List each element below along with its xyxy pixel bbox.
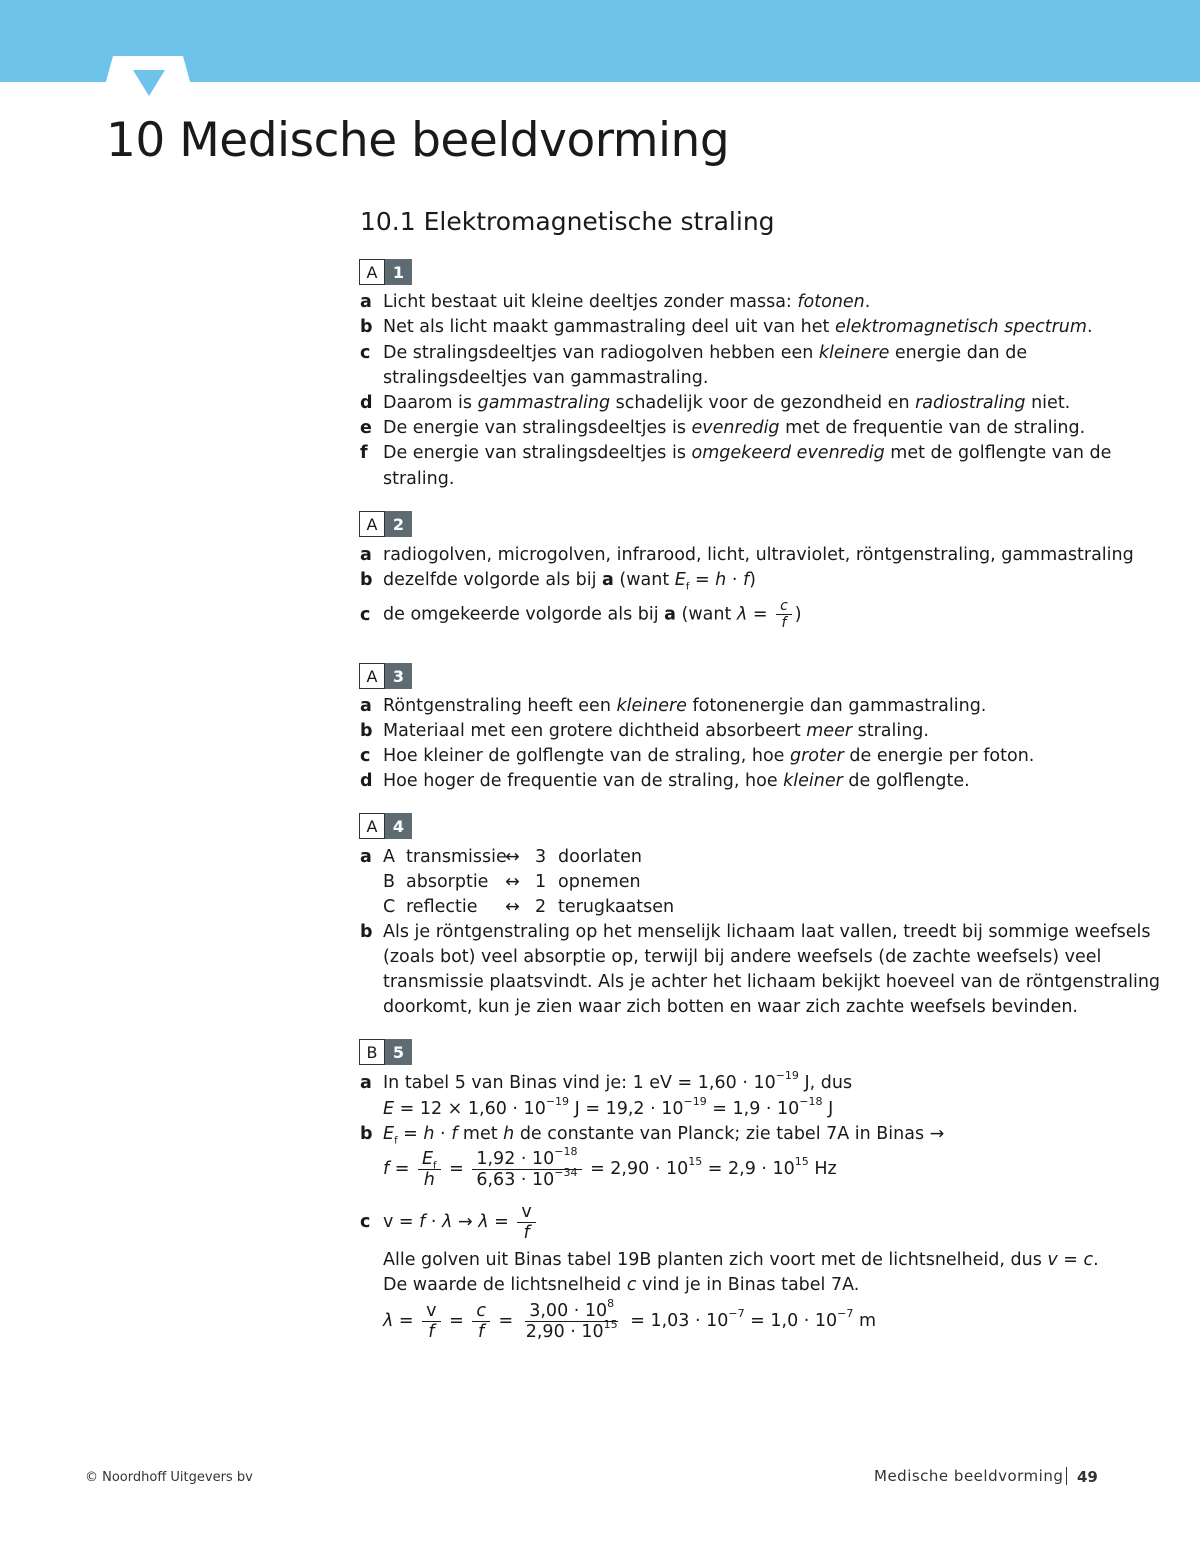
exercise-level: A xyxy=(359,813,385,839)
section-title: 10.1 Elektromagnetische straling xyxy=(360,207,775,236)
footer-separator xyxy=(1066,1467,1067,1485)
ex3-answer-c: c Hoe kleiner de golflengte van de straling, hoe groter de energie per foton. xyxy=(360,746,1035,766)
chapter-title: 10 Medische beeldvorming xyxy=(106,113,730,168)
ex5-answer-a-calc: $E = 12 \times 1,60 \cdot 10^{-19}$ $J = 19,2 \cdot 10^{-19} = 1,9 \cdot 10^{-18}$ J xyxy=(383,1095,834,1119)
ex2-answer-a: a radiogolven, microgolven, infrarood, licht, ultraviolet, röntgenstraling, gammastraling xyxy=(360,545,1134,565)
exercise-badge-1 xyxy=(359,259,412,285)
ex4-answer-a-label: a xyxy=(360,847,372,867)
exercise-number: 3 xyxy=(385,663,412,689)
match-term-c: reflectie xyxy=(406,897,478,917)
ex2-answer-b: b dezelfde volgorde als bij a (want $E_f = h \cdot f$) xyxy=(360,570,756,593)
exercise-badge-5 xyxy=(359,1039,412,1065)
match-arrow-a: ↔ xyxy=(505,847,520,867)
exercise-level: A xyxy=(359,663,385,689)
match-num-b: 1 xyxy=(535,872,547,892)
ex4-answer-b-line4: doorkomt, kun je zien waar zich botten en waar zich zachte weefsels bevinden. xyxy=(383,997,1078,1017)
match-num-a: 3 xyxy=(535,847,547,867)
match-key-a: A xyxy=(383,847,395,867)
footer-publisher: © Noordhoff Uitgevers bv xyxy=(85,1470,253,1485)
ex1-answer-c-cont: stralingsdeeltjes van gammastraling. xyxy=(383,368,709,388)
ex1-answer-f-cont: straling. xyxy=(383,469,455,489)
exercise-badge-4 xyxy=(359,813,412,839)
ex5-answer-b: b $E_f = h \cdot f$ met h de constante van Planck; zie tabel 7A in Binas → xyxy=(360,1124,945,1147)
ex3-answer-d: d Hoe hoger de frequentie van de straling, hoe kleiner de golflengte. xyxy=(360,771,970,791)
match-term-a: transmissie xyxy=(406,847,507,867)
ex5-answer-c-calc: λ = $\frac{v}{f}$ = $\frac{c}{f}$ = $\frac{3,00 \cdot 10^8}{2,90 \cdot 10^{15}}$ = $1,03 \cdot 10^{-7} = 1,0 \cdot 10^{-7}$ m xyxy=(383,1296,877,1342)
ex5-answer-c: c v = f · λ → λ = $\frac{v}{f}$ xyxy=(360,1200,539,1244)
ex1-answer-a: a Licht bestaat uit kleine deeltjes zonder massa: fotonen. xyxy=(360,292,871,312)
page-number: 49 xyxy=(1077,1468,1098,1486)
exercise-level: A xyxy=(359,259,385,285)
ex5-answer-b-calc: f = $\frac{E_f}{h}$ = $\frac{1,92 \cdot 10^{-18}}{6,63 \cdot 10^{-34}}$ = $2,90 \cdot 10^{15} = 2,9 \cdot 10^{15}$ Hz xyxy=(383,1144,837,1190)
ex2-answer-c: c de omgekeerde volgorde als bij a (want λ = $\frac{c}{f}$ ) xyxy=(360,598,802,631)
ex1-answer-e: e De energie van stralingsdeeltjes is evenredig met de frequentie van de straling. xyxy=(360,418,1086,438)
ex5-answer-c-line2: Alle golven uit Binas tabel 19B planten zich voort met de lichtsnelheid, dus v = c. xyxy=(383,1250,1099,1270)
exercise-number: 1 xyxy=(385,259,412,285)
match-arrow-b: ↔ xyxy=(505,872,520,892)
exercise-level: A xyxy=(359,511,385,537)
ex3-answer-a: a Röntgenstraling heeft een kleinere fotonenergie dan gammastraling. xyxy=(360,696,987,716)
exercise-level: B xyxy=(359,1039,385,1065)
match-num-c: 2 xyxy=(535,897,547,917)
ex1-answer-d: d Daarom is gammastraling schadelijk voor de gezondheid en radiostraling niet. xyxy=(360,393,1071,413)
match-key-c: C xyxy=(383,897,396,917)
match-word-a: doorlaten xyxy=(558,847,643,867)
match-word-b: opnemen xyxy=(558,872,641,892)
ex4-answer-b: b Als je röntgenstraling op het menselijk lichaam laat vallen, treedt bij sommige weefsels xyxy=(360,922,1151,942)
ex3-answer-b: b Materiaal met een grotere dichtheid absorbeert meer straling. xyxy=(360,721,929,741)
ex5-answer-a: a In tabel 5 van Binas vind je: 1 eV = $1,60 \cdot 10^{-19}$ J, dus xyxy=(360,1069,853,1093)
ex4-answer-b-line3: transmissie plaatsvindt. Als je achter het lichaam bekijkt hoeveel van de röntgenstraling xyxy=(383,972,1161,992)
ex1-answer-c: c De stralingsdeeltjes van radiogolven hebben een kleinere energie dan de xyxy=(360,343,1028,363)
exercise-badge-3 xyxy=(359,663,412,689)
match-term-b: absorptie xyxy=(406,872,489,892)
exercise-badge-2 xyxy=(359,511,412,537)
exercise-number: 2 xyxy=(385,511,412,537)
ex4-answer-b-line2: (zoals bot) veel absorptie op, terwijl bij andere weefsels (de zachte weefsels) veel xyxy=(383,947,1102,967)
match-arrow-c: ↔ xyxy=(505,897,520,917)
match-key-b: B xyxy=(383,872,396,892)
exercise-number: 4 xyxy=(385,813,412,839)
ex5-answer-c-line3: De waarde de lichtsnelheid c vind je in Binas tabel 7A. xyxy=(383,1275,860,1295)
exercise-number: 5 xyxy=(385,1039,412,1065)
footer-running-title: Medische beeldvorming xyxy=(874,1467,1064,1485)
triangle-marker-icon xyxy=(133,70,165,96)
match-word-c: terugkaatsen xyxy=(558,897,675,917)
ex1-answer-b: b Net als licht maakt gammastraling deel uit van het elektromagnetisch spectrum. xyxy=(360,317,1093,337)
ex1-answer-f: f De energie van stralingsdeeltjes is omgekeerd evenredig met de golflengte van de xyxy=(360,443,1112,463)
